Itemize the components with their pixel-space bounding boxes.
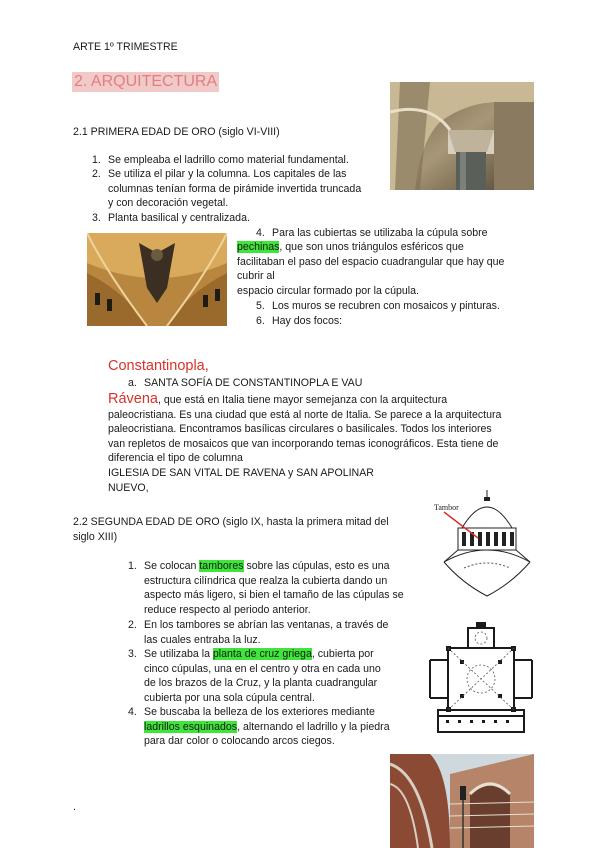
pendentive-photo bbox=[87, 233, 227, 326]
list-item: 1. Se colocan tambores sobre las cúpulas, esto es una estructura cilíndrica que realza la cubierta dando un aspecto más ligero, si bien el tamaño de las cúpulas se reduce respecto al periodo anterior. bbox=[128, 560, 404, 616]
list-item: 6. Hay dos focos: bbox=[256, 315, 343, 327]
highlight-term: pechinas bbox=[237, 241, 280, 253]
list-item: 5. Los muros se recubren con mosaicos y pinturas. bbox=[256, 300, 500, 312]
floor-plan-diagram bbox=[426, 620, 536, 738]
list-item: a. SANTA SOFÍA DE CONSTANTINOPLA E VAU bbox=[128, 377, 363, 389]
city-ravenna: Rávena bbox=[108, 391, 158, 407]
highlight-term: ladrillos esquinados bbox=[144, 720, 238, 733]
list-item: 4. Para las cubiertas se utilizaba la cúpula sobre bbox=[256, 227, 488, 239]
list-item: 2. En los tambores se abrían las ventanas, a través de las cuales entraba la luz. bbox=[128, 619, 389, 646]
ravenna-paragraph: Rávena, que está en Italia tiene mayor semejanza con la arquitectura paleocristiana. Es una ciudad que está al norte de Italia. Se parece a la arquitectura paleocristiana. Encontramos basílicas circulares o basilicales. Todos los interiores van repletos de mosaicos que van incorporando temas iconográficos. Esta tiene de diferencia el tipo de columna IGLESIA DE SAN VITAL DE RAVENA y SAN APOLINAR NUEVO, bbox=[108, 391, 502, 494]
list-item: 3. Se utilizaba la planta de cruz griega, cubierta por cinco cúpulas, una en el centro y otra en cada uno de los brazos de la Cruz, y la planta cuadrangular cubierta por una sola cúpula central. bbox=[128, 648, 381, 704]
section-title: 2. ARQUITECTURA bbox=[74, 73, 218, 90]
footer-dot: . bbox=[73, 801, 76, 813]
list-item: 4. Se buscaba la belleza de los exteriores mediante ladrillos esquinados, alternando el ladrillo y la piedra para dar color o colocando arcos ciegos. bbox=[128, 706, 390, 748]
first-age-heading: 2.1 PRIMERA EDAD DE ORO (siglo VI-VIII) bbox=[73, 126, 280, 138]
list-item-cont: pechinas, que son unos triángulos esféricos que facilitaban el paso del espacio cuadrangular que hay que cubrir al espacio circular formado por la cúpula. bbox=[237, 241, 505, 297]
list-item: 2. Se utiliza el pilar y la columna. Los capitales de las columnas tenían forma de pirámide invertida truncada y con decoración vegetal. bbox=[92, 168, 362, 210]
drum-diagram bbox=[432, 488, 542, 598]
capital-photo bbox=[390, 82, 534, 190]
course-header: ARTE 1º TRIMESTRE bbox=[73, 41, 178, 53]
second-age-heading: 2.2 SEGUNDA EDAD DE ORO (siglo IX, hasta la primera mitad del siglo XIII) bbox=[73, 516, 389, 543]
list-item: 1. Se empleaba el ladrillo como material fundamental. bbox=[92, 154, 349, 166]
drum-label: Tambor bbox=[434, 503, 459, 512]
exterior-photo bbox=[390, 754, 534, 848]
list-item: 3. Planta basilical y centralizada. bbox=[92, 212, 250, 224]
city-constantinople: Constantinopla, bbox=[108, 358, 209, 374]
highlight-term: tambores bbox=[199, 560, 244, 572]
highlight-term: planta de cruz griega bbox=[212, 648, 312, 660]
